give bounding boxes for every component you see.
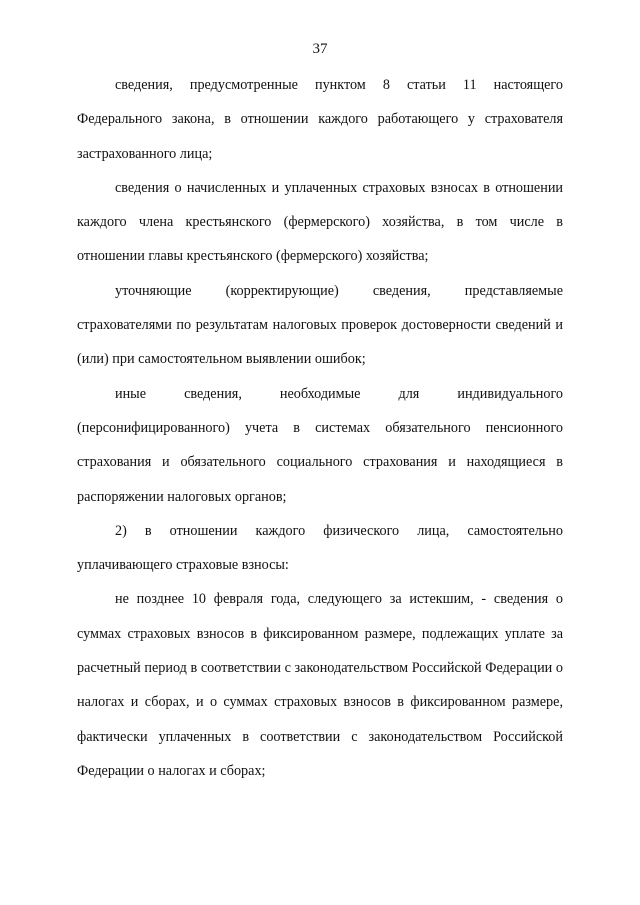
paragraph-corrective-info: уточняющие (корректирующие) сведения, представляемые страхователями по результатам налоговых проверок достоверности сведений и (или) при самостоятельном выявлении ошибок; [77, 282, 563, 368]
paragraph-self-paying-person: 2) в отношении каждого физического лица, самостоятельно уплачивающего страховые взносы: [77, 522, 563, 574]
paragraph-insured-person-info: сведения, предусмотренные пунктом 8 статьи 11 настоящего Федерального закона, в отношении каждого работающего у страхователя застрахованного лица; [77, 77, 563, 162]
paragraph-other-info: иные сведения, необходимые для индивидуального (персонифицированного) учета в системах обязательного пенсионного страхования и обязательного социального страхования и находящиеся в распоряжении налоговых органов; [77, 385, 563, 505]
paragraph-farm-member-contributions: сведения о начисленных и уплаченных страховых взносах в отношении каждого члена крестьянского (фермерского) хозяйства, в том числе в отношении главы крестьянского (фермерского) хозяйства; [77, 179, 563, 265]
page-number: 37 [312, 41, 328, 57]
paragraph-fixed-contributions-deadline: не позднее 10 февраля года, следующего за истекшим, - сведения о суммах страховых взносов в фиксированном размере, подлежащих уплате за расчетный период в соответствии с законодательством Российской Федерации о налогах и сборах, и о суммах страховых взносов в фиксированном размере, фактически уплаченных в соответствии с законодательством Российской Федерации о налогах и сборах; [77, 591, 563, 779]
document-body [77, 68, 563, 788]
